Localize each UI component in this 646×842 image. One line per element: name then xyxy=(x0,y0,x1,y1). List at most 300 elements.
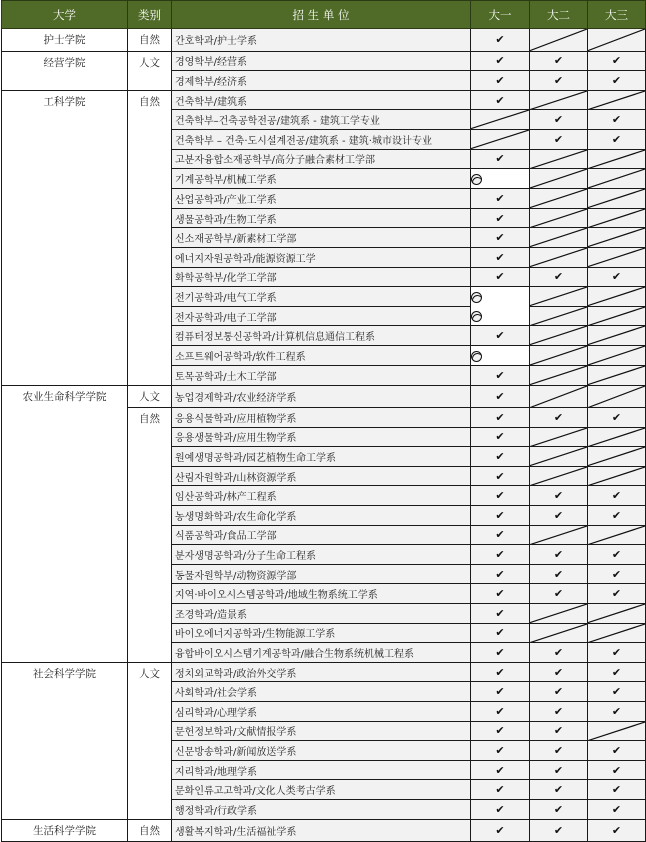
year3-cell xyxy=(588,662,646,682)
check-icon: ✔ xyxy=(553,73,564,87)
year2-cell xyxy=(530,584,588,604)
year3-cell xyxy=(588,29,646,52)
diagonal-slash-icon xyxy=(588,287,645,306)
check-icon: ✔ xyxy=(495,191,505,205)
year2-cell xyxy=(530,149,588,169)
check-icon: ✔ xyxy=(495,567,505,581)
year1-cell xyxy=(471,149,530,169)
admission-table xyxy=(1,0,646,842)
year3-cell xyxy=(588,51,646,71)
year2-cell xyxy=(530,306,588,326)
unit-cell: 전기공학과/电气工学系 xyxy=(172,287,471,307)
diagonal-slash-icon xyxy=(588,467,645,486)
check-icon: ✔ xyxy=(495,606,505,620)
year1-cell xyxy=(471,584,530,604)
check-icon: ✔ xyxy=(611,685,622,699)
check-icon: ✔ xyxy=(611,763,622,777)
check-icon: ✔ xyxy=(553,724,564,738)
table-row xyxy=(2,51,646,71)
unit-cell: 원예생명공학과/园艺植物生命工学系 xyxy=(172,447,471,467)
year2-cell xyxy=(530,287,588,307)
year1-cell xyxy=(471,466,530,486)
year3-cell xyxy=(588,287,646,307)
check-icon: ✔ xyxy=(495,685,505,699)
year1-cell xyxy=(471,623,530,643)
unit-cell: 화학공학부/化学工学部 xyxy=(172,267,471,287)
check-icon: ✔ xyxy=(495,823,505,837)
year1-cell xyxy=(471,29,530,52)
year1-cell xyxy=(471,643,530,663)
check-icon: ✔ xyxy=(495,783,505,797)
unit-cell: 심리학과/心理学系 xyxy=(172,702,471,722)
check-icon: ✔ xyxy=(553,270,564,284)
year3-cell xyxy=(588,408,646,428)
check-icon: ✔ xyxy=(553,410,564,424)
year2-cell xyxy=(530,365,588,385)
diagonal-slash-icon xyxy=(588,29,645,51)
year3-cell xyxy=(588,189,646,209)
year1-cell xyxy=(471,365,530,385)
diagonal-slash-icon xyxy=(588,722,645,741)
diagonal-slash-icon xyxy=(530,624,587,643)
year3-cell xyxy=(588,247,646,267)
year1-cell xyxy=(471,525,530,545)
check-icon: ✔ xyxy=(611,783,622,797)
unit-cell: 융합바이오시스템기계공학과/融合生物系统机械工程系 xyxy=(172,643,471,663)
table-row xyxy=(2,90,646,110)
year1-cell xyxy=(471,564,530,584)
diagonal-slash-icon xyxy=(588,386,645,408)
year1-cell xyxy=(471,721,530,741)
year1-cell xyxy=(471,326,530,346)
table-header xyxy=(2,1,646,29)
year1-cell xyxy=(471,760,530,780)
year2-cell xyxy=(530,110,588,130)
diagonal-slash-icon xyxy=(530,29,587,51)
check-icon: ✔ xyxy=(553,685,564,699)
check-icon: ✔ xyxy=(611,665,622,679)
unit-cell: 임산공학과/林产工程系 xyxy=(172,486,471,506)
year3-cell xyxy=(588,760,646,780)
college-cell: 工科学院 xyxy=(2,90,128,385)
unit-cell: 동물자원학부/动物资源学部 xyxy=(172,564,471,584)
unit-cell: 생활복지학과/生活福祉学系 xyxy=(172,819,471,842)
year3-cell xyxy=(588,525,646,545)
year3-cell xyxy=(588,604,646,624)
unit-cell: 문헌정보학과/文献情报学系 xyxy=(172,721,471,741)
year3-cell xyxy=(588,110,646,130)
table-row xyxy=(2,385,646,408)
year2-cell xyxy=(530,721,588,741)
check-icon: ✔ xyxy=(553,665,564,679)
year3-cell xyxy=(588,345,646,365)
year3-cell xyxy=(588,149,646,169)
year1-cell xyxy=(471,267,530,287)
unit-cell: 건축학부/建筑系 xyxy=(172,90,471,110)
circle-icon xyxy=(472,353,482,362)
table-body xyxy=(2,29,646,842)
year1-cell xyxy=(471,292,482,303)
year1-cell xyxy=(471,682,530,702)
unit-cell: 분자생명공학과/分子生命工程系 xyxy=(172,545,471,565)
diagonal-slash-icon xyxy=(588,366,645,385)
check-icon: ✔ xyxy=(495,368,505,382)
diagonal-slash-icon xyxy=(588,428,645,447)
year1-cell xyxy=(471,71,530,91)
check-icon: ✔ xyxy=(553,567,564,581)
check-icon: ✔ xyxy=(495,211,505,225)
check-icon: ✔ xyxy=(495,469,505,483)
year2-cell xyxy=(530,525,588,545)
unit-cell: 조경학과/造景系 xyxy=(172,604,471,624)
table-row xyxy=(2,29,646,52)
year2-cell xyxy=(530,662,588,682)
check-icon: ✔ xyxy=(495,724,505,738)
check-icon: ✔ xyxy=(553,704,564,718)
diagonal-slash-icon xyxy=(588,209,645,228)
year3-cell xyxy=(588,267,646,287)
year3-cell xyxy=(588,702,646,722)
unit-cell: 지리학과/地理学系 xyxy=(172,760,471,780)
diagonal-slash-icon xyxy=(588,228,645,247)
header-unit: 招 生 单 位 xyxy=(172,1,471,29)
unit-cell: 응용식물학과/应用植物学系 xyxy=(172,408,471,428)
year3-cell xyxy=(588,780,646,800)
year2-cell xyxy=(530,545,588,565)
year3-cell xyxy=(588,228,646,248)
diagonal-slash-icon xyxy=(588,189,645,208)
year2-cell xyxy=(530,326,588,346)
check-icon: ✔ xyxy=(553,54,564,68)
table-row xyxy=(2,662,646,682)
check-icon: ✔ xyxy=(495,626,505,640)
year2-cell xyxy=(530,208,588,228)
diagonal-slash-icon xyxy=(588,326,645,345)
year2-cell xyxy=(530,385,588,408)
year3-cell xyxy=(588,584,646,604)
college-cell: 生活科学学院 xyxy=(2,819,128,842)
check-icon: ✔ xyxy=(495,430,505,444)
check-icon: ✔ xyxy=(553,802,564,816)
year1-cell xyxy=(471,819,530,842)
check-icon: ✔ xyxy=(553,823,564,837)
check-icon: ✔ xyxy=(611,548,622,562)
check-icon: ✔ xyxy=(495,329,505,343)
year3-cell xyxy=(588,721,646,741)
check-icon: ✔ xyxy=(495,743,505,757)
year2-cell xyxy=(530,799,588,819)
diagonal-slash-icon xyxy=(588,526,645,545)
check-icon: ✔ xyxy=(611,743,622,757)
table-row xyxy=(2,819,646,842)
year2-cell xyxy=(530,702,588,722)
category-cell: 自然 xyxy=(128,408,172,663)
year1-cell xyxy=(471,129,530,149)
header-college: 大学 xyxy=(2,1,128,29)
year1-cell xyxy=(471,51,530,71)
year1-cell xyxy=(471,408,530,428)
diagonal-slash-icon xyxy=(588,91,645,110)
year2-cell xyxy=(530,564,588,584)
year2-cell xyxy=(530,228,588,248)
year1-cell xyxy=(471,662,530,682)
year1-cell xyxy=(471,228,530,248)
year2-cell xyxy=(530,71,588,91)
year3-cell xyxy=(588,682,646,702)
year3-cell xyxy=(588,506,646,526)
year3-cell xyxy=(588,447,646,467)
check-icon: ✔ xyxy=(495,587,505,601)
year1-cell xyxy=(471,780,530,800)
check-icon: ✔ xyxy=(495,665,505,679)
unit-cell: 생물공학과/生物工学系 xyxy=(172,208,471,228)
header-year1: 大一 xyxy=(471,1,530,29)
check-icon: ✔ xyxy=(495,450,505,464)
college-cell: 护士学院 xyxy=(2,29,128,52)
diagonal-slash-icon xyxy=(530,287,587,306)
year2-cell xyxy=(530,486,588,506)
year2-cell xyxy=(530,51,588,71)
year3-cell xyxy=(588,365,646,385)
diagonal-slash-icon xyxy=(471,110,529,129)
year3-cell xyxy=(588,208,646,228)
year3-cell xyxy=(588,486,646,506)
check-icon: ✔ xyxy=(495,802,505,816)
unit-cell: 산림자원학과/山林资源学系 xyxy=(172,466,471,486)
check-icon: ✔ xyxy=(553,508,564,522)
year1-cell xyxy=(471,385,530,408)
year3-cell xyxy=(588,545,646,565)
diagonal-slash-icon xyxy=(530,326,587,345)
unit-cell: 기계공학부/机械工学系 xyxy=(172,169,471,189)
unit-cell: 문화인류고고학과/文化人类考古学系 xyxy=(172,780,471,800)
check-icon: ✔ xyxy=(611,270,622,284)
check-icon: ✔ xyxy=(611,567,622,581)
diagonal-slash-icon xyxy=(530,228,587,247)
diagonal-slash-icon xyxy=(530,604,587,623)
check-icon: ✔ xyxy=(553,587,564,601)
year3-cell xyxy=(588,623,646,643)
year1-cell xyxy=(471,174,482,185)
header-year3: 大三 xyxy=(588,1,646,29)
year2-cell xyxy=(530,345,588,365)
year1-cell xyxy=(471,506,530,526)
header-category: 类别 xyxy=(128,1,172,29)
diagonal-slash-icon xyxy=(530,248,587,267)
unit-cell: 전자공학과/电子工学部 xyxy=(172,306,471,326)
category-cell: 人文 xyxy=(128,51,172,90)
check-icon: ✔ xyxy=(611,802,622,816)
check-icon: ✔ xyxy=(553,783,564,797)
check-icon: ✔ xyxy=(611,113,622,127)
check-icon: ✔ xyxy=(495,73,505,87)
year1-cell xyxy=(471,545,530,565)
year3-cell xyxy=(588,385,646,408)
college-cell: 农业生命科学学院 xyxy=(2,385,128,662)
check-icon: ✔ xyxy=(495,704,505,718)
unit-cell: 신문방송학과/新闻放送学系 xyxy=(172,741,471,761)
check-icon: ✔ xyxy=(495,489,505,503)
year2-cell xyxy=(530,129,588,149)
unit-cell: 컴퓨터정보통신공학과/计算机信息通信工程系 xyxy=(172,326,471,346)
check-icon: ✔ xyxy=(553,548,564,562)
check-icon: ✔ xyxy=(495,548,505,562)
year1-cell xyxy=(471,90,530,110)
category-cell: 自然 xyxy=(128,90,172,385)
unit-cell: 소프트웨어공학과/软件工程系 xyxy=(172,345,471,365)
check-icon: ✔ xyxy=(495,33,505,47)
header-year2: 大二 xyxy=(530,1,588,29)
unit-cell: 건축학부 – 건축·도시설계전공/建筑系 - 建筑·城市设计专业 xyxy=(172,129,471,149)
year1-cell xyxy=(471,486,530,506)
diagonal-slash-icon xyxy=(471,130,529,149)
diagonal-slash-icon xyxy=(530,169,587,188)
check-icon: ✔ xyxy=(495,54,505,68)
year1-cell xyxy=(471,741,530,761)
check-icon: ✔ xyxy=(495,250,505,264)
unit-cell: 농생명화학과/农生命化学系 xyxy=(172,506,471,526)
circle-icon xyxy=(472,295,482,304)
diagonal-slash-icon xyxy=(530,307,587,326)
unit-cell: 응용생물학과/应用生物学系 xyxy=(172,427,471,447)
unit-cell: 고분자융합소재공학부/高分子融合素材工学部 xyxy=(172,149,471,169)
year1-cell xyxy=(471,247,530,267)
year3-cell xyxy=(588,427,646,447)
diagonal-slash-icon xyxy=(530,91,587,110)
unit-cell: 식품공학과/食品工学部 xyxy=(172,525,471,545)
year2-cell xyxy=(530,169,588,189)
diagonal-slash-icon xyxy=(530,447,587,466)
year2-cell xyxy=(530,408,588,428)
year3-cell xyxy=(588,90,646,110)
diagonal-slash-icon xyxy=(530,209,587,228)
year1-cell xyxy=(471,351,482,362)
check-icon: ✔ xyxy=(495,152,505,166)
check-icon: ✔ xyxy=(495,389,505,403)
category-cell: 人文 xyxy=(128,662,172,819)
check-icon: ✔ xyxy=(611,73,622,87)
diagonal-slash-icon xyxy=(588,624,645,643)
diagonal-slash-icon xyxy=(530,467,587,486)
unit-cell: 건축학부–건축공학전공/建筑系 - 建筑工学专业 xyxy=(172,110,471,130)
check-icon: ✔ xyxy=(553,132,564,146)
diagonal-slash-icon xyxy=(588,604,645,623)
unit-cell: 에너지자원공학과/能源资源工学 xyxy=(172,247,471,267)
year1-cell xyxy=(471,427,530,447)
year2-cell xyxy=(530,760,588,780)
diagonal-slash-icon xyxy=(588,447,645,466)
college-cell: 经营学院 xyxy=(2,51,128,90)
check-icon: ✔ xyxy=(553,113,564,127)
year2-cell xyxy=(530,506,588,526)
check-icon: ✔ xyxy=(611,508,622,522)
college-cell: 社会科学学院 xyxy=(2,662,128,819)
unit-cell: 지역·바이오시스템공학과/地域生物系统工学系 xyxy=(172,584,471,604)
check-icon: ✔ xyxy=(611,823,622,837)
year2-cell xyxy=(530,90,588,110)
diagonal-slash-icon xyxy=(588,169,645,188)
check-icon: ✔ xyxy=(611,646,622,660)
year1-cell xyxy=(471,311,482,322)
year3-cell xyxy=(588,169,646,189)
unit-cell: 산업공학과/产业工学系 xyxy=(172,189,471,209)
check-icon: ✔ xyxy=(611,704,622,718)
check-icon: ✔ xyxy=(495,93,505,107)
year2-cell xyxy=(530,780,588,800)
check-icon: ✔ xyxy=(495,410,505,424)
year2-cell xyxy=(530,466,588,486)
year3-cell xyxy=(588,71,646,91)
year3-cell xyxy=(588,306,646,326)
unit-cell: 간호학과/护士学系 xyxy=(172,29,471,52)
circle-icon xyxy=(472,177,482,186)
check-icon: ✔ xyxy=(553,743,564,757)
diagonal-slash-icon xyxy=(530,150,587,169)
year1-cell xyxy=(471,799,530,819)
check-icon: ✔ xyxy=(553,646,564,660)
year1-cell xyxy=(471,189,530,209)
year3-cell xyxy=(588,741,646,761)
category-cell: 自然 xyxy=(128,29,172,52)
unit-cell: 경제학부/经济系 xyxy=(172,71,471,91)
category-cell: 自然 xyxy=(128,819,172,842)
year2-cell xyxy=(530,623,588,643)
year2-cell xyxy=(530,189,588,209)
check-icon: ✔ xyxy=(495,508,505,522)
year1-cell xyxy=(471,702,530,722)
diagonal-slash-icon xyxy=(530,366,587,385)
check-icon: ✔ xyxy=(611,54,622,68)
year3-cell xyxy=(588,326,646,346)
check-icon: ✔ xyxy=(611,587,622,601)
diagonal-slash-icon xyxy=(588,248,645,267)
check-icon: ✔ xyxy=(611,489,622,503)
year1-cell xyxy=(471,604,530,624)
year2-cell xyxy=(530,247,588,267)
year3-cell xyxy=(588,819,646,842)
year2-cell xyxy=(530,643,588,663)
year2-cell xyxy=(530,682,588,702)
year2-cell xyxy=(530,447,588,467)
year1-cell xyxy=(471,208,530,228)
check-icon: ✔ xyxy=(495,270,505,284)
year2-cell xyxy=(530,427,588,447)
diagonal-slash-icon xyxy=(530,526,587,545)
year3-cell xyxy=(588,466,646,486)
unit-cell: 신소재공학부/新素材工学部 xyxy=(172,228,471,248)
year1-cell xyxy=(471,447,530,467)
year2-cell xyxy=(530,267,588,287)
check-icon: ✔ xyxy=(495,646,505,660)
year2-cell xyxy=(530,741,588,761)
unit-cell: 경영학부/经营系 xyxy=(172,51,471,71)
diagonal-slash-icon xyxy=(588,307,645,326)
year3-cell xyxy=(588,799,646,819)
diagonal-slash-icon xyxy=(588,150,645,169)
unit-cell: 농업경제학과/农业经济学系 xyxy=(172,385,471,408)
year2-cell xyxy=(530,29,588,52)
category-cell: 人文 xyxy=(128,385,172,408)
year2-cell xyxy=(530,604,588,624)
check-icon: ✔ xyxy=(611,132,622,146)
year3-cell xyxy=(588,643,646,663)
check-icon: ✔ xyxy=(611,410,622,424)
diagonal-slash-icon xyxy=(530,428,587,447)
unit-cell: 사회학과/社会学系 xyxy=(172,682,471,702)
unit-cell: 바이오에너지공학과/生物能源工学系 xyxy=(172,623,471,643)
check-icon: ✔ xyxy=(553,763,564,777)
diagonal-slash-icon xyxy=(588,346,645,365)
